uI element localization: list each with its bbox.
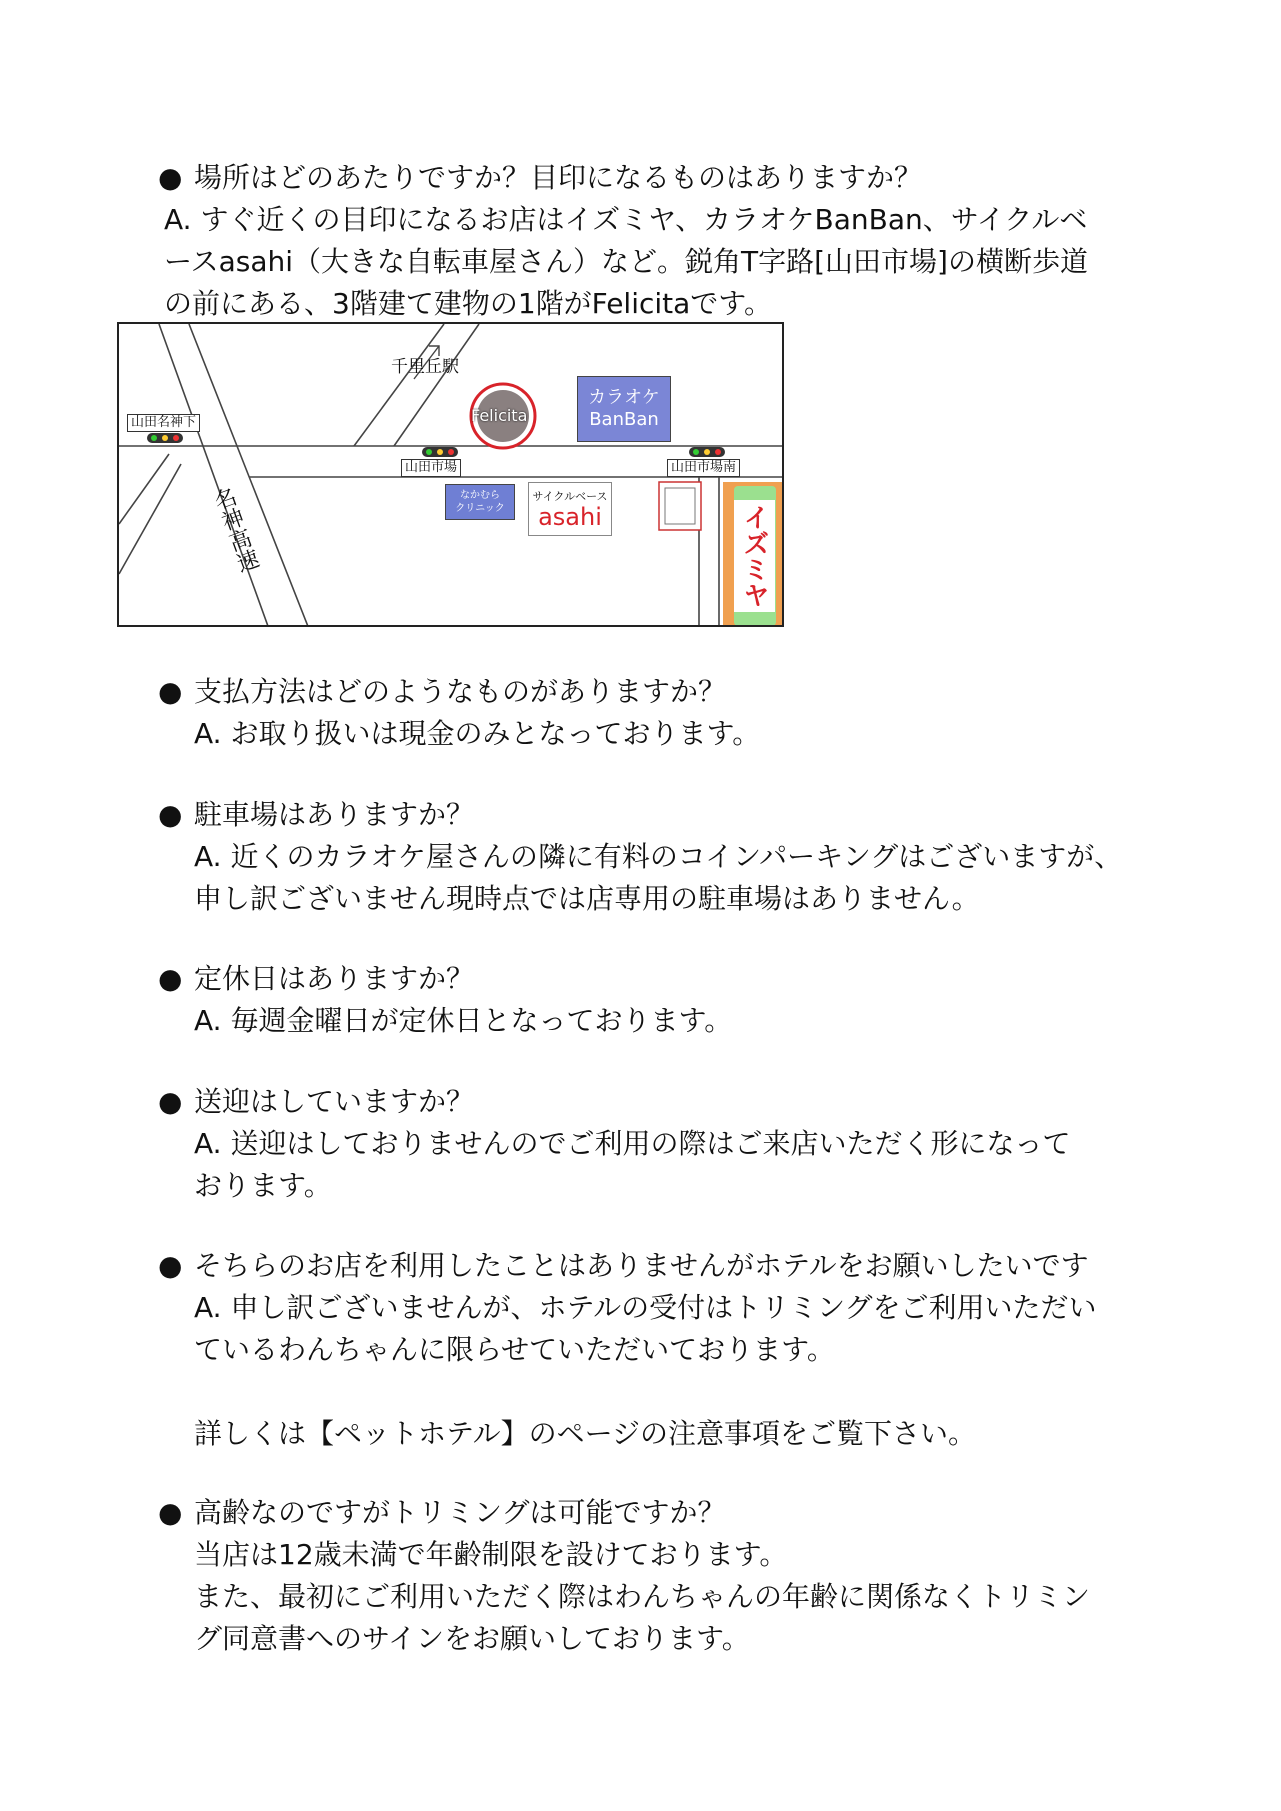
karaoke-building: [577, 376, 671, 442]
izumiya-label: イズミヤ: [734, 500, 775, 612]
clinic-label: クリニック: [455, 503, 505, 514]
signal-east-label: 山田市場南: [667, 459, 740, 477]
faq-question: ● そちらのお店を利用したことはありませんがホテルをお願いしたいです: [158, 1245, 1218, 1287]
faq-answer: [158, 199, 1218, 325]
faq-answer: [158, 713, 1218, 755]
faq-question: ● 送迎はしていますか？: [158, 1081, 1218, 1123]
faq-item-hotel: [158, 1245, 1218, 1455]
faq-answer-line: A. 送迎はしておりませんのでご利用の際はご来店いただく形になって: [194, 1127, 1071, 1160]
faq-question: ● 高齢なのですがトリミングは可能ですか？: [158, 1492, 1218, 1534]
clinic-label: なかむら: [460, 490, 500, 501]
faq-answer-line: A. 毎週金曜日が定休日となっております。: [194, 1004, 733, 1037]
faq-answer-line: 申し訳ございません現時点では店専用の駐車場はありません。: [194, 882, 980, 915]
faq-answer-line: ースasahi（大きな自転車屋さん）など。鋭角T字路[山田市場]の横断歩道: [164, 245, 1088, 278]
faq-answer-line: A. お取り扱いは現金のみとなっております。: [194, 717, 761, 750]
faq-answer-line: A. 申し訳ございませんが、ホテルの受付はトリミングをご利用いただい: [194, 1291, 1097, 1324]
shop-label: Felicita: [471, 406, 528, 425]
faq-answer: [158, 836, 1218, 920]
faq-question: ● 場所はどのあたりですか？目印になるものはありますか？: [158, 157, 1218, 199]
signal-west-label: 山田名神下: [127, 414, 200, 432]
spacer: [194, 1371, 1218, 1413]
cycle-base-building: [528, 482, 612, 536]
faq-item-location: [158, 157, 1218, 325]
karaoke-label: カラオケ: [588, 387, 660, 408]
faq-answer: [158, 1534, 1218, 1660]
faq-item-pickup: [158, 1081, 1218, 1207]
faq-answer-line: ているわんちゃんに限らせていただいております。: [194, 1333, 835, 1366]
highway-label: 名神高速: [207, 484, 262, 576]
faq-answer-line: A. すぐ近くの目印になるお店はイズミヤ、カラオケBanBan、サイクルベ: [164, 203, 1088, 236]
faq-question: ● 定休日はありますか？: [158, 958, 1218, 1000]
faq-item-payment: [158, 671, 1218, 755]
clinic-building: [445, 484, 515, 520]
signal-center-label: 山田市場: [401, 459, 461, 477]
faq-answer-line: また、最初にご利用いただく際はわんちゃんの年齢に関係なくトリミン: [194, 1580, 1091, 1613]
traffic-light-icon: [422, 447, 458, 457]
traffic-light-icon: [689, 447, 725, 457]
cycle-base-name: asahi: [538, 503, 602, 531]
traffic-light-icon: [147, 433, 183, 443]
faq-item-senior-trimming: [158, 1492, 1218, 1660]
faq-answer-line: の前にある、3階建て建物の1階がFelicitaです。: [164, 287, 773, 320]
faq-note: 詳しくは【ペットホテル】のページの注意事項をご覧下さい。: [194, 1417, 977, 1450]
faq-question: ● 支払方法はどのようなものがありますか？: [158, 671, 1218, 713]
faq-answer: [158, 1287, 1218, 1455]
faq-answer-line: 当店は12歳未満で年齢制限を設けております。: [194, 1538, 788, 1571]
faq-answer-line: グ同意書へのサインをお願いしております。: [194, 1622, 750, 1655]
faq-answer: [158, 1000, 1218, 1042]
faq-item-holiday: [158, 958, 1218, 1042]
faq-answer: [158, 1123, 1218, 1207]
faq-item-parking: [158, 794, 1218, 920]
faq-question: ● 駐車場はありますか？: [158, 794, 1218, 836]
station-label: 千里丘駅: [391, 357, 459, 377]
faq-answer-line: A. 近くのカラオケ屋さんの隣に有料のコインパーキングはございますが、: [194, 840, 1123, 873]
karaoke-label: BanBan: [589, 409, 659, 430]
izumiya-building: [723, 482, 784, 627]
access-map: [117, 322, 784, 627]
cycle-base-label: サイクルベース: [532, 490, 608, 503]
faq-answer-line: おります。: [194, 1169, 332, 1202]
